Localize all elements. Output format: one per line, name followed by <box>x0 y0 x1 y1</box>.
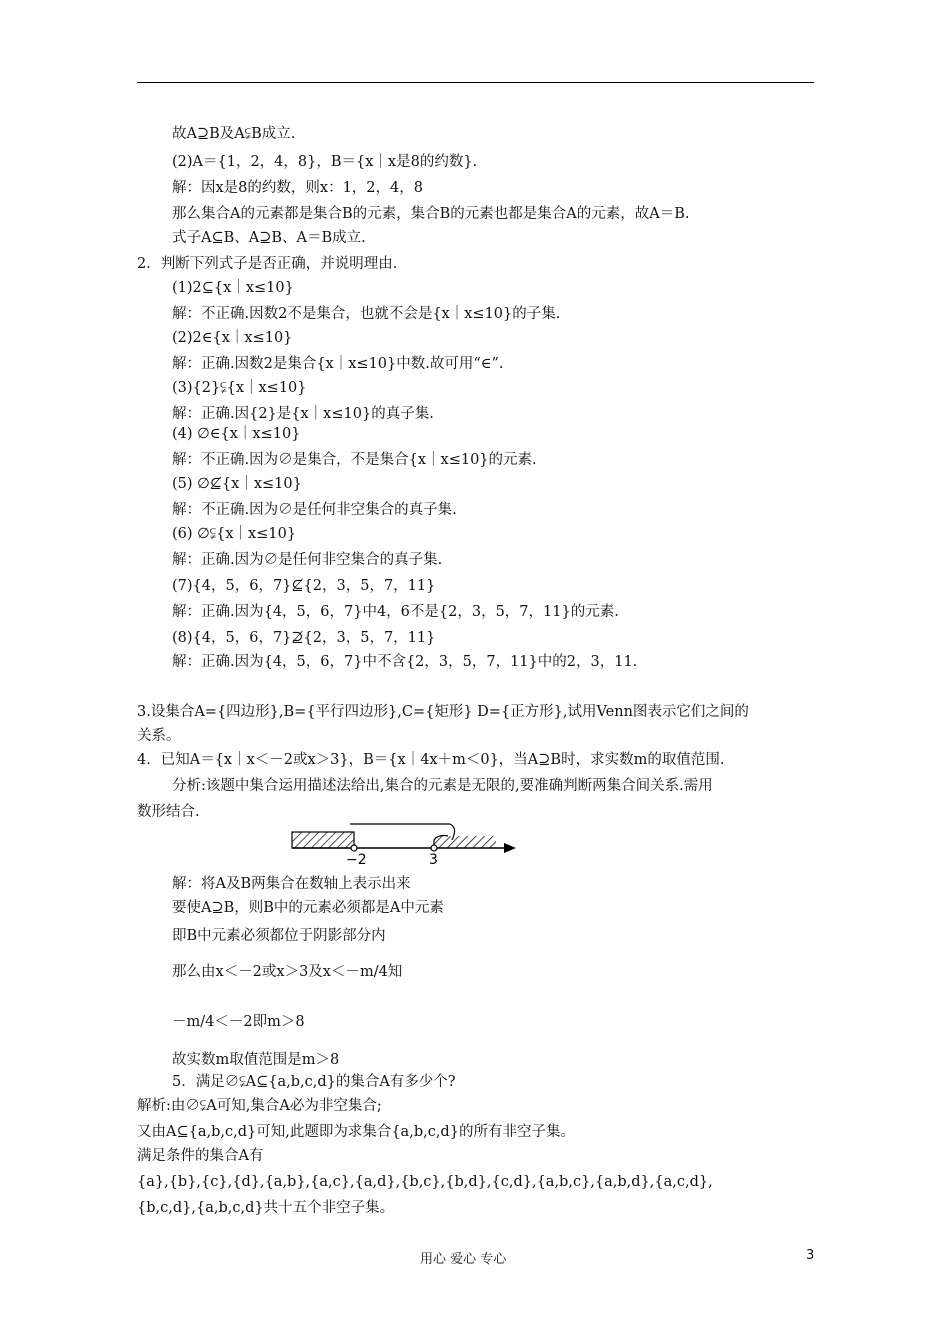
label-3: 3 <box>429 852 438 866</box>
axis-arrow <box>504 843 516 853</box>
text-line: 解：正确.因为{4，5，6，7}中不含{2，3，5，7，11}中的2，3，11. <box>172 654 638 670</box>
shaded-region-right <box>434 836 496 848</box>
page-number: 3 <box>806 1248 815 1263</box>
text-line: 解：不正确.因为∅是任何非空集合的真子集. <box>172 502 457 518</box>
text-line: 4．已知A＝{x｜x＜－2或x＞3}，B＝{x｜4x＋m＜0}，当A⊇B时，求实数m的取值范围. <box>137 752 725 768</box>
number-line <box>288 820 518 866</box>
text-line: (6) ∅⫋{x｜x≤10} <box>172 526 297 542</box>
text-line: 那么集合A的元素都是集合B的元素，集合B的元素也都是集合A的元素，故A＝B. <box>172 206 690 222</box>
text-line: 要使A⊇B，则B中的元素必须都是A中元素 <box>172 900 444 916</box>
shaded-region-left <box>292 832 354 848</box>
point-3 <box>431 845 437 851</box>
text-line: 解：正确.因{2}是{x｜x≤10}的真子集. <box>172 406 434 422</box>
text-line: (3){2}⫋{x｜x≤10} <box>172 380 307 396</box>
text-line: －m/4＜－2即m＞8 <box>172 1014 305 1030</box>
text-line: 解：不正确.因为∅是集合，不是集合{x｜x≤10}的元素. <box>172 452 537 468</box>
text-line: 解：正确.因为∅是任何非空集合的真子集. <box>172 552 443 568</box>
text-line: (1)2⊆{x｜x≤10} <box>172 280 294 296</box>
text-line: 分析:该题中集合运用描述法给出,集合的元素是无限的,要准确判断两集合间关系.需用 <box>172 778 713 794</box>
text-line: (4) ∅∈{x｜x≤10} <box>172 426 301 442</box>
text-line: 3.设集合A={四边形},B={平行四边形},C={矩形} D={正方形},试用Venn图表示它们之间的 <box>137 704 749 720</box>
text-line: 关系。 <box>137 728 181 744</box>
text-line: 那么由x＜－2或x＞3及x＜－m/4知 <box>172 964 403 980</box>
footer-text: 用心 爱心 专心 <box>420 1252 507 1267</box>
point-minus-2 <box>351 845 357 851</box>
number-line-figure <box>288 820 518 866</box>
text-line: (2)A＝{1，2，4，8}，B＝{x｜x是8的约数}. <box>172 154 478 170</box>
text-line: 解：正确.因数2是集合{x｜x≤10}中数.故可用“∈”. <box>172 356 504 372</box>
text-line: {a},{b},{c},{d},{a,b},{a,c},{a,d},{b,c},{b,d},{c,d},{a,b,c},{a,b,d},{a,c,d}, <box>137 1174 713 1190</box>
text-line: 解：不正确.因数2不是集合，也就不会是{x｜x≤10}的子集. <box>172 306 561 322</box>
text-line: 解：正确.因为{4，5，6，7}中4，6不是{2，3，5，7，11}的元素. <box>172 604 619 620</box>
text-line: 数形结合. <box>137 804 200 820</box>
text-line: (5) ∅⊈{x｜x≤10} <box>172 476 302 492</box>
text-line: 即B中元素必须都位于阴影部分内 <box>172 928 386 944</box>
text-line: (2)2∈{x｜x≤10} <box>172 330 293 346</box>
text-line: 满足条件的集合A有 <box>137 1148 264 1164</box>
text-line: 解：将A及B两集合在数轴上表示出来 <box>172 876 411 892</box>
text-line: (7){4，5，6，7}⊈{2，3，5，7，11} <box>172 578 436 594</box>
text-line: 故A⊇B及A⫋B成立. <box>172 126 296 142</box>
text-line: 2．判断下列式子是否正确，并说明理由. <box>137 256 398 272</box>
label-minus-2: −2 <box>346 852 367 866</box>
text-line: 式子A⊆B、A⊇B、A＝B成立. <box>172 230 366 246</box>
text-line: 5．满足∅⫋A⊆{a,b,c,d}的集合A有多少个? <box>172 1074 456 1090</box>
header-rule <box>137 82 814 83</box>
text-line: {b,c,d},{a,b,c,d}共十五个非空子集。 <box>137 1200 395 1216</box>
text-line: 解析:由∅⫋A可知,集合A必为非空集合; <box>137 1098 382 1114</box>
text-line: (8){4，5，6，7}⊉{2，3，5，7，11} <box>172 630 436 646</box>
text-line: 又由A⊆{a,b,c,d}可知,此题即为求集合{a,b,c,d}的所有非空子集。 <box>137 1124 575 1140</box>
text-line: 故实数m取值范围是m＞8 <box>172 1052 340 1068</box>
text-line: 解：因x是8的约数，则x：1，2，4，8 <box>172 180 423 196</box>
